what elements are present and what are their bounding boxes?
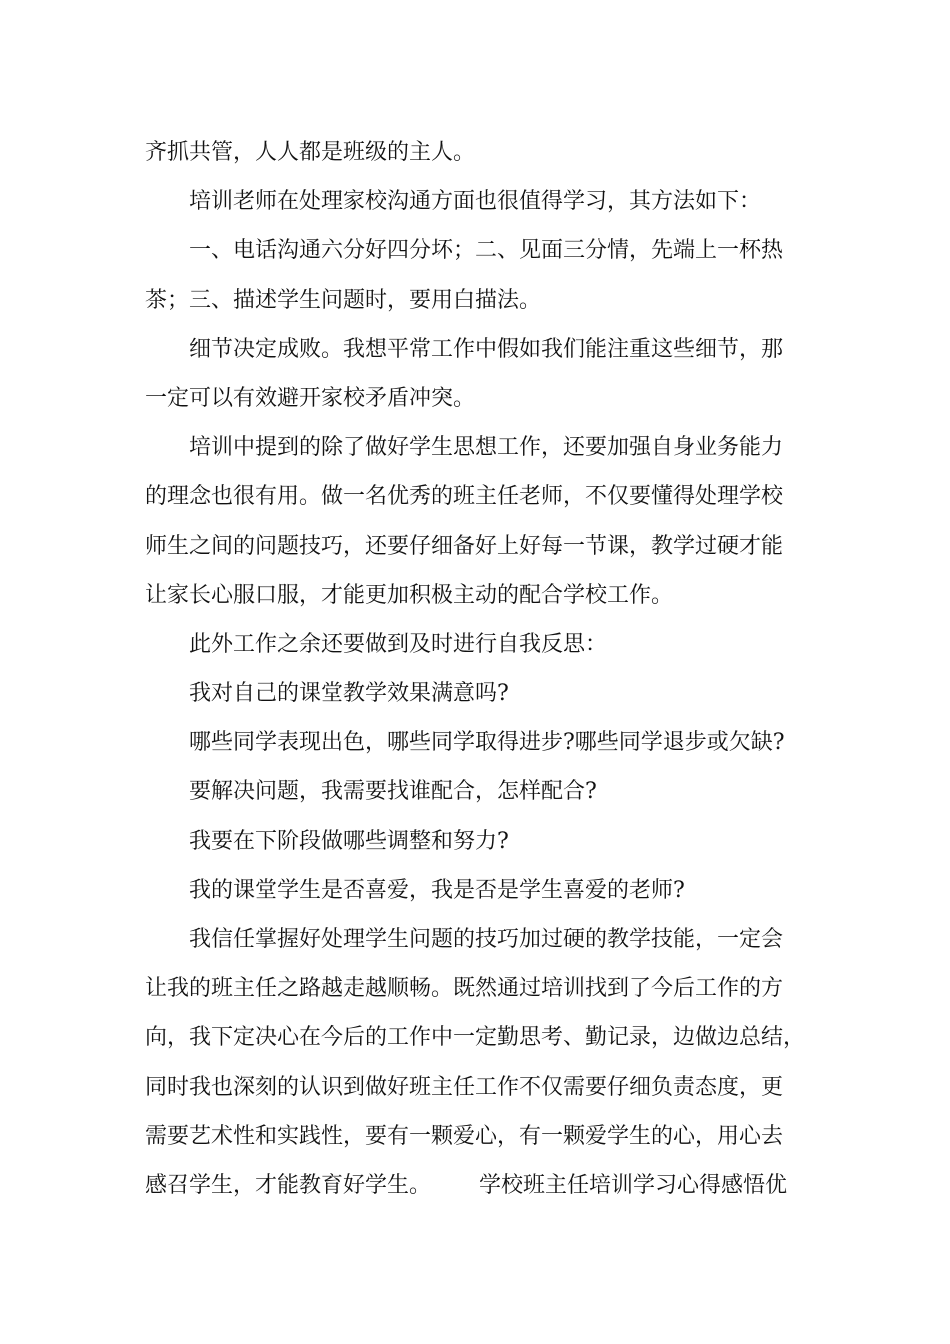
text-line: 要解决问题，我需要找谁配合，怎样配合?: [189, 779, 597, 805]
text-line: 齐抓共管，人人都是班级的主人。: [145, 140, 476, 165]
text-line: 培训老师在处理家校沟通方面也很值得学习，其方法如下：: [189, 189, 762, 215]
text-line: 培训中提到的除了做好学生思想工作，还要加强自身业务能力: [189, 435, 784, 461]
text-line: 同时我也深刻的认识到做好班主任工作不仅需要仔细负责态度，更: [145, 1074, 784, 1100]
text-line: 我的课堂学生是否喜爱，我是否是学生喜爱的老师?: [189, 877, 685, 903]
text-line: 我要在下阶段做哪些调整和努力?: [189, 828, 509, 854]
text-line: 细节决定成败。我想平常工作中假如我们能注重这些细节，那: [189, 336, 784, 362]
last-line: [145, 1161, 835, 1210]
text-line: 师生之间的问题技巧，还要仔细备好上好每一节课，教学过硬才能: [145, 533, 784, 559]
text-line: 让家长心服口服，才能更加积极主动的配合学校工作。: [145, 582, 674, 608]
text-line: 向，我下定决心在今后的工作中一定勤思考、勤记录，边做边总结，: [145, 1025, 806, 1051]
text-line: 此外工作之余还要做到及时进行自我反思：: [189, 631, 608, 657]
text-line: 一定可以有效避开家校矛盾冲突。: [145, 385, 476, 411]
text-line: 我对自己的课堂教学效果满意吗?: [189, 681, 509, 707]
text-line: 茶；三、描述学生问题时，要用白描法。: [145, 287, 542, 313]
text-line: 一、电话沟通六分好四分坏；二、见面三分情，先端上一杯热: [189, 238, 784, 264]
text-line: 的理念也很有用。做一名优秀的班主任老师，不仅要懂得处理学校: [145, 484, 784, 510]
text-line: 需要艺术性和实践性，要有一颗爱心，有一颗爱学生的心，用心去: [145, 1123, 784, 1149]
text-line: 感召学生，才能教育好学生。: [145, 1172, 432, 1198]
text-line: 哪些同学表现出色，哪些同学取得进步?哪些同学退步或欠缺?: [189, 730, 785, 756]
document-body: [145, 128, 835, 1210]
trailing-title: 学校班主任培训学习心得感悟优: [479, 1172, 788, 1198]
text-line: 我信任掌握好处理学生问题的技巧加过硬的教学技能，一定会: [189, 927, 784, 952]
text-line: 让我的班主任之路越走越顺畅。既然通过培训找到了今后工作的方: [145, 976, 784, 1002]
